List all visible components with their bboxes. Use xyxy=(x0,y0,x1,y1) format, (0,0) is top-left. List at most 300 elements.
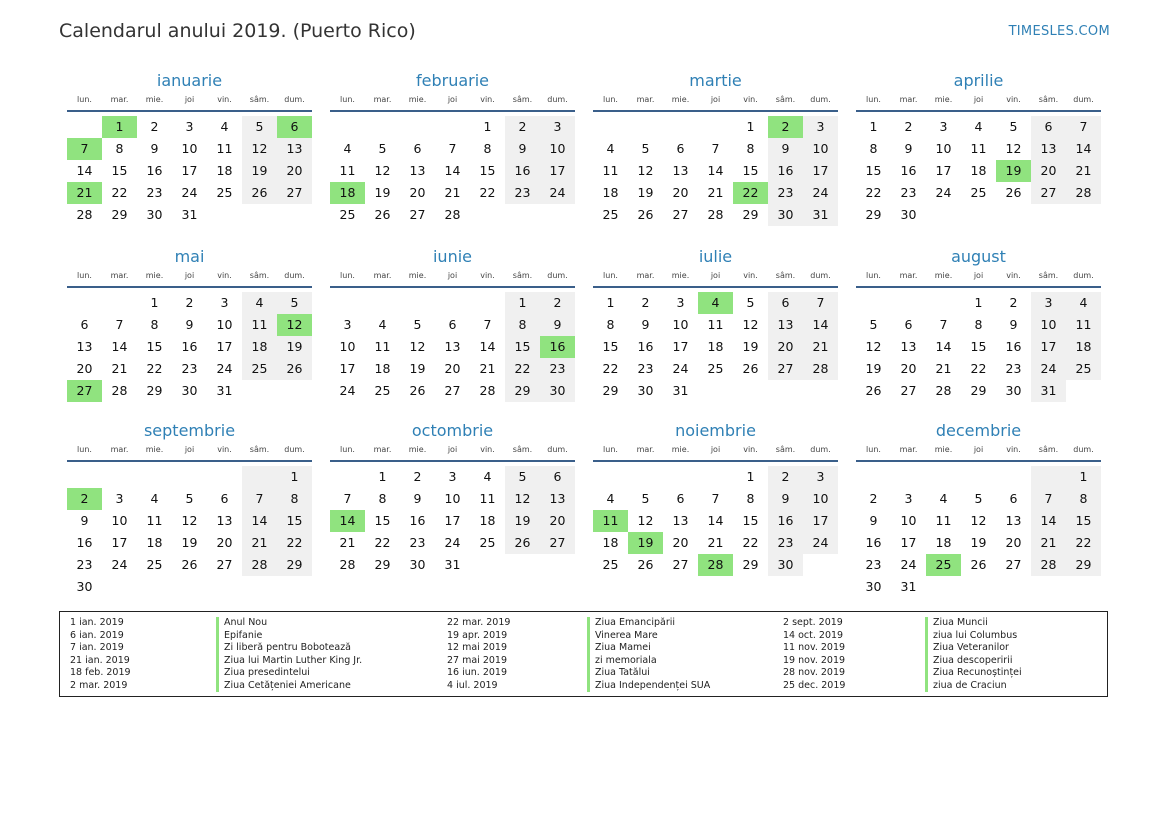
day[interactable]: 23 xyxy=(865,557,882,572)
day[interactable]: 24 xyxy=(672,361,689,376)
day[interactable]: 25 xyxy=(1066,358,1101,380)
day[interactable]: 3 xyxy=(676,295,685,310)
day[interactable]: 21 xyxy=(111,361,128,376)
day[interactable]: 18 xyxy=(146,535,163,550)
day[interactable]: 9 xyxy=(904,141,913,156)
day[interactable]: 2 xyxy=(413,469,422,484)
day[interactable]: 14 xyxy=(935,339,952,354)
day[interactable]: 13 xyxy=(672,163,689,178)
day[interactable]: 28 xyxy=(339,557,356,572)
day[interactable]: 19 xyxy=(505,510,540,532)
site-link[interactable]: TIMESLES.COM xyxy=(1008,24,1110,39)
day[interactable]: 22 xyxy=(111,185,128,200)
day[interactable]: 30 xyxy=(865,579,882,594)
day[interactable]: 18 xyxy=(707,339,724,354)
day[interactable]: 24 xyxy=(803,532,838,554)
day[interactable]: 9 xyxy=(540,314,575,336)
day[interactable]: 18 xyxy=(479,513,496,528)
day[interactable]: 1 xyxy=(746,119,755,134)
day[interactable]: 15 xyxy=(970,339,987,354)
day[interactable]: 23 xyxy=(1005,361,1022,376)
day[interactable]: 29 xyxy=(277,554,312,576)
day[interactable]: 12 xyxy=(374,163,391,178)
day[interactable]: 10 xyxy=(803,488,838,510)
day[interactable]: 24 xyxy=(216,361,233,376)
day[interactable]: 10 xyxy=(803,138,838,160)
day[interactable]: 26 xyxy=(637,557,654,572)
day[interactable]: 25 xyxy=(602,557,619,572)
day[interactable]: 29 xyxy=(602,383,619,398)
day[interactable]: 30 xyxy=(146,207,163,222)
day[interactable]: 6 xyxy=(676,491,685,506)
day[interactable]: 4 xyxy=(242,292,277,314)
day[interactable]: 3 xyxy=(220,295,229,310)
day[interactable]: 31 xyxy=(900,579,917,594)
day[interactable]: 31 xyxy=(672,383,689,398)
holiday-day[interactable]: 11 xyxy=(593,510,628,532)
holiday-day[interactable]: 16 xyxy=(540,336,575,358)
day[interactable]: 18 xyxy=(242,336,277,358)
day[interactable]: 6 xyxy=(540,466,575,488)
day[interactable]: 8 xyxy=(277,488,312,510)
day[interactable]: 4 xyxy=(378,317,387,332)
day[interactable]: 14 xyxy=(707,513,724,528)
day[interactable]: 24 xyxy=(540,182,575,204)
day[interactable]: 2 xyxy=(540,292,575,314)
day[interactable]: 20 xyxy=(277,160,312,182)
day[interactable]: 10 xyxy=(672,317,689,332)
holiday-day[interactable]: 7 xyxy=(67,138,102,160)
day[interactable]: 11 xyxy=(707,317,724,332)
day[interactable]: 30 xyxy=(768,204,803,226)
day[interactable]: 29 xyxy=(742,207,759,222)
day[interactable]: 11 xyxy=(935,513,952,528)
day[interactable]: 27 xyxy=(672,557,689,572)
day[interactable]: 6 xyxy=(1031,116,1066,138)
day[interactable]: 10 xyxy=(216,317,233,332)
day[interactable]: 1 xyxy=(277,466,312,488)
day[interactable]: 3 xyxy=(185,119,194,134)
day[interactable]: 7 xyxy=(343,491,352,506)
day[interactable]: 21 xyxy=(707,185,724,200)
day[interactable]: 28 xyxy=(242,554,277,576)
holiday-day[interactable]: 2 xyxy=(768,116,803,138)
day[interactable]: 14 xyxy=(242,510,277,532)
day[interactable]: 7 xyxy=(1031,488,1066,510)
day[interactable]: 13 xyxy=(1005,513,1022,528)
day[interactable]: 25 xyxy=(479,535,496,550)
day[interactable]: 11 xyxy=(374,339,391,354)
day[interactable]: 13 xyxy=(409,163,426,178)
day[interactable]: 9 xyxy=(505,138,540,160)
day[interactable]: 22 xyxy=(865,185,882,200)
day[interactable]: 16 xyxy=(1005,339,1022,354)
day[interactable]: 17 xyxy=(339,361,356,376)
day[interactable]: 30 xyxy=(540,380,575,402)
day[interactable]: 28 xyxy=(444,207,461,222)
day[interactable]: 28 xyxy=(76,207,93,222)
day[interactable]: 14 xyxy=(1066,138,1101,160)
day[interactable]: 5 xyxy=(869,317,878,332)
day[interactable]: 10 xyxy=(339,339,356,354)
day[interactable]: 5 xyxy=(277,292,312,314)
day[interactable]: 9 xyxy=(768,488,803,510)
day[interactable]: 22 xyxy=(277,532,312,554)
day[interactable]: 19 xyxy=(242,160,277,182)
day[interactable]: 21 xyxy=(707,535,724,550)
day[interactable]: 7 xyxy=(803,292,838,314)
day[interactable]: 10 xyxy=(900,513,917,528)
day[interactable]: 24 xyxy=(803,182,838,204)
day[interactable]: 17 xyxy=(935,163,952,178)
day[interactable]: 11 xyxy=(146,513,163,528)
day[interactable]: 9 xyxy=(80,513,89,528)
holiday-day[interactable]: 28 xyxy=(698,554,733,576)
day[interactable]: 22 xyxy=(479,185,496,200)
day[interactable]: 26 xyxy=(409,383,426,398)
day[interactable]: 2 xyxy=(641,295,650,310)
day[interactable]: 3 xyxy=(803,466,838,488)
day[interactable]: 19 xyxy=(181,535,198,550)
day[interactable]: 31 xyxy=(1031,380,1066,402)
day[interactable]: 1 xyxy=(150,295,159,310)
day[interactable]: 12 xyxy=(637,163,654,178)
day[interactable]: 23 xyxy=(409,535,426,550)
day[interactable]: 26 xyxy=(742,361,759,376)
day[interactable]: 28 xyxy=(479,383,496,398)
day[interactable]: 1 xyxy=(378,469,387,484)
day[interactable]: 18 xyxy=(602,185,619,200)
day[interactable]: 13 xyxy=(76,339,93,354)
day[interactable]: 26 xyxy=(374,207,391,222)
day[interactable]: 3 xyxy=(904,491,913,506)
day[interactable]: 10 xyxy=(181,141,198,156)
day[interactable]: 20 xyxy=(216,535,233,550)
day[interactable]: 3 xyxy=(939,119,948,134)
day[interactable]: 6 xyxy=(448,317,457,332)
day[interactable]: 13 xyxy=(1031,138,1066,160)
day[interactable]: 27 xyxy=(540,532,575,554)
day[interactable]: 1 xyxy=(1066,466,1101,488)
day[interactable]: 18 xyxy=(970,163,987,178)
day[interactable]: 12 xyxy=(505,488,540,510)
holiday-day[interactable]: 6 xyxy=(277,116,312,138)
day[interactable]: 12 xyxy=(1005,141,1022,156)
holiday-day[interactable]: 4 xyxy=(698,292,733,314)
day[interactable]: 5 xyxy=(413,317,422,332)
holiday-day[interactable]: 14 xyxy=(330,510,365,532)
day[interactable]: 13 xyxy=(672,513,689,528)
day[interactable]: 10 xyxy=(444,491,461,506)
day[interactable]: 24 xyxy=(1031,358,1066,380)
holiday-day[interactable]: 19 xyxy=(628,532,663,554)
day[interactable]: 10 xyxy=(1031,314,1066,336)
day[interactable]: 14 xyxy=(707,163,724,178)
day[interactable]: 21 xyxy=(339,535,356,550)
day[interactable]: 1 xyxy=(505,292,540,314)
day[interactable]: 15 xyxy=(505,336,540,358)
day[interactable]: 19 xyxy=(742,339,759,354)
day[interactable]: 23 xyxy=(146,185,163,200)
day[interactable]: 20 xyxy=(409,185,426,200)
day[interactable]: 27 xyxy=(1005,557,1022,572)
day[interactable]: 2 xyxy=(150,119,159,134)
day[interactable]: 17 xyxy=(1031,336,1066,358)
day[interactable]: 9 xyxy=(413,491,422,506)
day[interactable]: 25 xyxy=(707,361,724,376)
day[interactable]: 4 xyxy=(150,491,159,506)
day[interactable]: 23 xyxy=(540,358,575,380)
day[interactable]: 6 xyxy=(80,317,89,332)
day[interactable]: 25 xyxy=(374,383,391,398)
day[interactable]: 2 xyxy=(768,466,803,488)
day[interactable]: 17 xyxy=(181,163,198,178)
day[interactable]: 12 xyxy=(637,513,654,528)
day[interactable]: 24 xyxy=(111,557,128,572)
day[interactable]: 8 xyxy=(115,141,124,156)
day[interactable]: 26 xyxy=(181,557,198,572)
day[interactable]: 25 xyxy=(970,185,987,200)
day[interactable]: 30 xyxy=(637,383,654,398)
day[interactable]: 14 xyxy=(1031,510,1066,532)
day[interactable]: 6 xyxy=(1009,491,1018,506)
day[interactable]: 13 xyxy=(277,138,312,160)
day[interactable]: 14 xyxy=(76,163,93,178)
day[interactable]: 10 xyxy=(111,513,128,528)
day[interactable]: 20 xyxy=(76,361,93,376)
day[interactable]: 15 xyxy=(479,163,496,178)
day[interactable]: 5 xyxy=(746,295,755,310)
day[interactable]: 22 xyxy=(1066,532,1101,554)
day[interactable]: 18 xyxy=(374,361,391,376)
day[interactable]: 12 xyxy=(181,513,198,528)
day[interactable]: 8 xyxy=(746,491,755,506)
day[interactable]: 5 xyxy=(185,491,194,506)
day[interactable]: 20 xyxy=(1031,160,1066,182)
day[interactable]: 30 xyxy=(181,383,198,398)
day[interactable]: 23 xyxy=(768,532,803,554)
day[interactable]: 5 xyxy=(505,466,540,488)
day[interactable]: 11 xyxy=(1066,314,1101,336)
day[interactable]: 7 xyxy=(711,141,720,156)
day[interactable]: 15 xyxy=(1066,510,1101,532)
day[interactable]: 22 xyxy=(146,361,163,376)
day[interactable]: 24 xyxy=(339,383,356,398)
day[interactable]: 8 xyxy=(378,491,387,506)
day[interactable]: 4 xyxy=(1066,292,1101,314)
day[interactable]: 11 xyxy=(216,141,233,156)
day[interactable]: 20 xyxy=(672,535,689,550)
day[interactable]: 22 xyxy=(374,535,391,550)
day[interactable]: 3 xyxy=(1031,292,1066,314)
day[interactable]: 14 xyxy=(479,339,496,354)
day[interactable]: 12 xyxy=(242,138,277,160)
day[interactable]: 13 xyxy=(900,339,917,354)
day[interactable]: 4 xyxy=(939,491,948,506)
day[interactable]: 6 xyxy=(904,317,913,332)
day[interactable]: 28 xyxy=(707,207,724,222)
day[interactable]: 29 xyxy=(742,557,759,572)
day[interactable]: 27 xyxy=(1031,182,1066,204)
day[interactable]: 20 xyxy=(540,510,575,532)
day[interactable]: 21 xyxy=(1031,532,1066,554)
day[interactable]: 5 xyxy=(378,141,387,156)
day[interactable]: 12 xyxy=(409,339,426,354)
day[interactable]: 23 xyxy=(505,182,540,204)
day[interactable]: 18 xyxy=(216,163,233,178)
day[interactable]: 26 xyxy=(970,557,987,572)
day[interactable]: 23 xyxy=(637,361,654,376)
day[interactable]: 19 xyxy=(637,185,654,200)
day[interactable]: 16 xyxy=(637,339,654,354)
day[interactable]: 15 xyxy=(277,510,312,532)
day[interactable]: 12 xyxy=(865,339,882,354)
day[interactable]: 18 xyxy=(1066,336,1101,358)
day[interactable]: 22 xyxy=(970,361,987,376)
day[interactable]: 20 xyxy=(768,336,803,358)
day[interactable]: 29 xyxy=(970,383,987,398)
day[interactable]: 27 xyxy=(672,207,689,222)
day[interactable]: 23 xyxy=(76,557,93,572)
day[interactable]: 15 xyxy=(865,163,882,178)
day[interactable]: 19 xyxy=(970,535,987,550)
day[interactable]: 21 xyxy=(479,361,496,376)
day[interactable]: 17 xyxy=(803,160,838,182)
day[interactable]: 9 xyxy=(869,513,878,528)
day[interactable]: 8 xyxy=(1066,488,1101,510)
day[interactable]: 31 xyxy=(803,204,838,226)
day[interactable]: 9 xyxy=(768,138,803,160)
day[interactable]: 13 xyxy=(540,488,575,510)
day[interactable]: 6 xyxy=(676,141,685,156)
day[interactable]: 21 xyxy=(1066,160,1101,182)
day[interactable]: 24 xyxy=(181,185,198,200)
day[interactable]: 20 xyxy=(672,185,689,200)
day[interactable]: 4 xyxy=(220,119,229,134)
day[interactable]: 16 xyxy=(900,163,917,178)
day[interactable]: 16 xyxy=(409,513,426,528)
day[interactable]: 3 xyxy=(540,116,575,138)
day[interactable]: 16 xyxy=(768,510,803,532)
day[interactable]: 4 xyxy=(606,141,615,156)
holiday-day[interactable]: 2 xyxy=(67,488,102,510)
day[interactable]: 19 xyxy=(409,361,426,376)
day[interactable]: 17 xyxy=(216,339,233,354)
day[interactable]: 16 xyxy=(181,339,198,354)
holiday-day[interactable]: 1 xyxy=(102,116,137,138)
day[interactable]: 5 xyxy=(242,116,277,138)
day[interactable]: 11 xyxy=(970,141,987,156)
day[interactable]: 26 xyxy=(637,207,654,222)
day[interactable]: 11 xyxy=(602,163,619,178)
day[interactable]: 8 xyxy=(150,317,159,332)
day[interactable]: 17 xyxy=(444,513,461,528)
day[interactable]: 26 xyxy=(1005,185,1022,200)
day[interactable]: 25 xyxy=(146,557,163,572)
day[interactable]: 3 xyxy=(448,469,457,484)
day[interactable]: 19 xyxy=(277,336,312,358)
day[interactable]: 2 xyxy=(869,491,878,506)
day[interactable]: 7 xyxy=(711,491,720,506)
day[interactable]: 16 xyxy=(505,160,540,182)
day[interactable]: 17 xyxy=(111,535,128,550)
day[interactable]: 23 xyxy=(181,361,198,376)
day[interactable]: 9 xyxy=(150,141,159,156)
day[interactable]: 26 xyxy=(242,182,277,204)
day[interactable]: 6 xyxy=(768,292,803,314)
day[interactable]: 25 xyxy=(602,207,619,222)
day[interactable]: 28 xyxy=(111,383,128,398)
holiday-day[interactable]: 19 xyxy=(996,160,1031,182)
day[interactable]: 16 xyxy=(768,160,803,182)
day[interactable]: 14 xyxy=(444,163,461,178)
day[interactable]: 7 xyxy=(483,317,492,332)
day[interactable]: 5 xyxy=(641,141,650,156)
day[interactable]: 15 xyxy=(146,339,163,354)
day[interactable]: 1 xyxy=(606,295,615,310)
day[interactable]: 11 xyxy=(339,163,356,178)
day[interactable]: 20 xyxy=(1005,535,1022,550)
day[interactable]: 23 xyxy=(900,185,917,200)
day[interactable]: 26 xyxy=(277,358,312,380)
holiday-day[interactable]: 22 xyxy=(733,182,768,204)
day[interactable]: 27 xyxy=(768,358,803,380)
day[interactable]: 10 xyxy=(540,138,575,160)
day[interactable]: 20 xyxy=(900,361,917,376)
day[interactable]: 15 xyxy=(742,163,759,178)
day[interactable]: 29 xyxy=(111,207,128,222)
day[interactable]: 19 xyxy=(865,361,882,376)
day[interactable]: 6 xyxy=(220,491,229,506)
day[interactable]: 29 xyxy=(146,383,163,398)
day[interactable]: 8 xyxy=(869,141,878,156)
day[interactable]: 8 xyxy=(746,141,755,156)
day[interactable]: 9 xyxy=(1009,317,1018,332)
day[interactable]: 16 xyxy=(865,535,882,550)
holiday-day[interactable]: 27 xyxy=(67,380,102,402)
day[interactable]: 28 xyxy=(803,358,838,380)
day[interactable]: 15 xyxy=(374,513,391,528)
day[interactable]: 5 xyxy=(974,491,983,506)
day[interactable]: 10 xyxy=(935,141,952,156)
day[interactable]: 24 xyxy=(444,535,461,550)
day[interactable]: 6 xyxy=(413,141,422,156)
day[interactable]: 3 xyxy=(343,317,352,332)
day[interactable]: 22 xyxy=(742,535,759,550)
day[interactable]: 29 xyxy=(374,557,391,572)
day[interactable]: 24 xyxy=(900,557,917,572)
day[interactable]: 25 xyxy=(242,358,277,380)
day[interactable]: 15 xyxy=(111,163,128,178)
day[interactable]: 1 xyxy=(746,469,755,484)
day[interactable]: 19 xyxy=(374,185,391,200)
day[interactable]: 29 xyxy=(505,380,540,402)
day[interactable]: 4 xyxy=(974,119,983,134)
day[interactable]: 3 xyxy=(115,491,124,506)
day[interactable]: 18 xyxy=(602,535,619,550)
day[interactable]: 2 xyxy=(1009,295,1018,310)
day[interactable]: 2 xyxy=(185,295,194,310)
day[interactable]: 5 xyxy=(641,491,650,506)
day[interactable]: 20 xyxy=(444,361,461,376)
day[interactable]: 15 xyxy=(742,513,759,528)
day[interactable]: 26 xyxy=(865,383,882,398)
day[interactable]: 14 xyxy=(111,339,128,354)
day[interactable]: 9 xyxy=(641,317,650,332)
day[interactable]: 29 xyxy=(865,207,882,222)
day[interactable]: 7 xyxy=(448,141,457,156)
day[interactable]: 27 xyxy=(409,207,426,222)
